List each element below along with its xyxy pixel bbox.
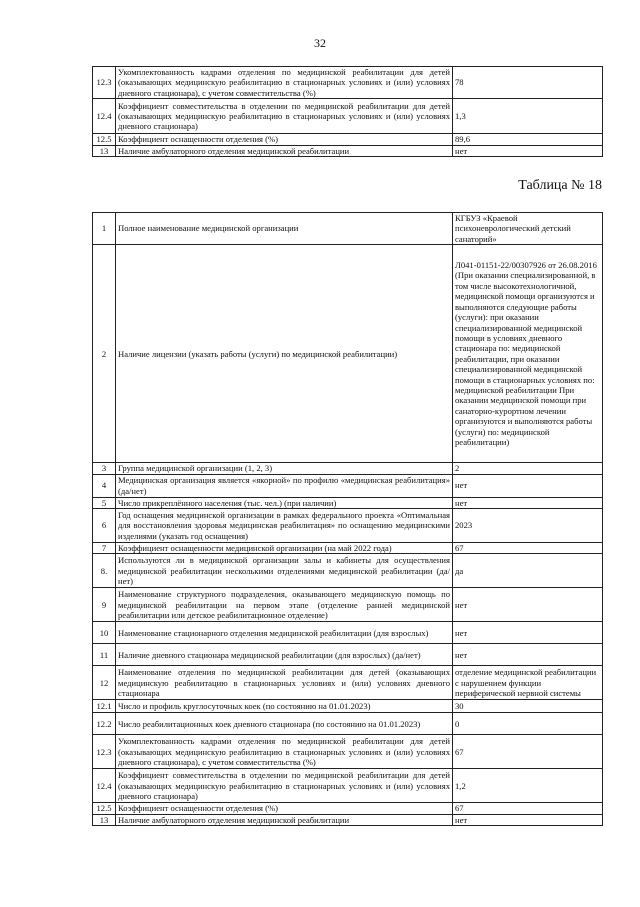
row-value: 30 bbox=[453, 700, 603, 713]
row-number: 4 bbox=[93, 474, 116, 497]
table-row bbox=[93, 588, 603, 622]
row-value: нет bbox=[453, 497, 603, 508]
row-description: Наличие амбулаторного отделения медицинской реабилитации bbox=[116, 814, 453, 825]
row-number: 12.5 bbox=[93, 134, 116, 145]
table-row bbox=[93, 145, 603, 156]
row-value: 2 bbox=[453, 463, 603, 474]
row-description: Коэффициент совместительства в отделении по медицинской реабилитации для детей (оказывающих медицинскую реабилитацию в стационарных условиях и (или) условиях дневного стационара) bbox=[116, 769, 453, 803]
table-row bbox=[93, 543, 603, 554]
table-row bbox=[93, 735, 603, 769]
row-description: Число реабилитационных коек дневного стационара (по состоянию на 01.01.2023) bbox=[116, 713, 453, 735]
row-value: нет bbox=[453, 622, 603, 644]
row-value: 89,6 bbox=[453, 134, 603, 145]
row-number: 12.3 bbox=[93, 735, 116, 769]
row-number: 6 bbox=[93, 509, 116, 543]
row-description: Год оснащения медицинской организации в рамках федерального проекта «Оптимальная для восстановления здоровья медицинская реабилитация» по оснащению медицинскими изделиями (указать год оснащения) bbox=[116, 509, 453, 543]
row-description: Группа медицинской организации (1, 2, 3) bbox=[116, 463, 453, 474]
table-row bbox=[93, 644, 603, 666]
table-row bbox=[93, 213, 603, 245]
row-value: 67 bbox=[453, 543, 603, 554]
row-value: КГБУЗ «Краевой психоневрологический детский санаторий» bbox=[453, 213, 603, 245]
row-value: нет bbox=[453, 588, 603, 622]
row-description: Наличие дневного стационара медицинской реабилитации (для взрослых) (да/нет) bbox=[116, 644, 453, 666]
table-row bbox=[93, 67, 603, 99]
row-number: 13 bbox=[93, 145, 116, 156]
row-number: 7 bbox=[93, 543, 116, 554]
row-number: 3 bbox=[93, 463, 116, 474]
table-title: Таблица № 18 bbox=[518, 178, 602, 193]
table-row bbox=[93, 622, 603, 644]
row-value: да bbox=[453, 554, 603, 588]
row-number: 12.2 bbox=[93, 713, 116, 735]
row-number: 12.3 bbox=[93, 67, 116, 99]
row-description: Медицинская организация является «якорной» по профилю «медицинская реабилитация» (да/нет) bbox=[116, 474, 453, 497]
main-table bbox=[92, 212, 603, 826]
table-row bbox=[93, 803, 603, 814]
row-number: 9 bbox=[93, 588, 116, 622]
row-description: Наименование структурного подразделения, оказывающего медицинскую помощь по медицинской реабилитации на первом этапе (отделение ранней медицинской реабилитации или детское реабилитационное отделение) bbox=[116, 588, 453, 622]
page-number: 32 bbox=[314, 36, 326, 50]
table-row bbox=[93, 497, 603, 508]
row-number: 12.4 bbox=[93, 769, 116, 803]
table-row bbox=[93, 554, 603, 588]
row-number: 12.1 bbox=[93, 700, 116, 713]
row-value: 0 bbox=[453, 713, 603, 735]
top-table bbox=[92, 66, 603, 157]
table-row bbox=[93, 700, 603, 713]
table-row bbox=[93, 99, 603, 134]
table-row bbox=[93, 769, 603, 803]
table-row bbox=[93, 134, 603, 145]
row-description: Наличие амбулаторного отделения медицинской реабилитации bbox=[116, 145, 453, 156]
row-number: 8. bbox=[93, 554, 116, 588]
row-description: Полное наименование медицинской организации bbox=[116, 213, 453, 245]
table-row bbox=[93, 666, 603, 700]
row-number: 5 bbox=[93, 497, 116, 508]
table-row bbox=[93, 814, 603, 825]
row-value: нет bbox=[453, 814, 603, 825]
row-description: Укомплектованность кадрами отделения по медицинской реабилитации для детей (оказывающих медицинскую реабилитацию в стационарных условиях и (или) условиях дневного стационара), с учетом совместительства (%) bbox=[116, 735, 453, 769]
row-value: 1,3 bbox=[453, 99, 603, 134]
row-number: 13 bbox=[93, 814, 116, 825]
row-number: 12.4 bbox=[93, 99, 116, 134]
row-value: отделение медицинской реабилитации с нарушением функции периферической нервной системы bbox=[453, 666, 603, 700]
row-description: Коэффициент оснащенности отделения (%) bbox=[116, 134, 453, 145]
row-number: 12.5 bbox=[93, 803, 116, 814]
row-value: 67 bbox=[453, 803, 603, 814]
row-value: Л041-01151-22/00307926 от 26.08.2016 (При оказании специализированной, в том числе высокотехнологичной, медицинской помощи организуются и выполняются следующие работы (услуги): при оказании специализированной медицинской помощи в условиях дневного стационара по: медицинской реабилитации, при оказании специализированной медицинской помощи в стационарных условиях по: медицинской реабилитации При оказании медицинской помощи при санаторно-курортном лечении организуются и выполняются работы (услуги) по: медицинской реабилитации) bbox=[453, 245, 603, 463]
row-description: Наименование стационарного отделения медицинской реабилитации (для взрослых) bbox=[116, 622, 453, 644]
table-row bbox=[93, 245, 603, 463]
row-description: Число и профиль круглосуточных коек (по состоянию на 01.01.2023) bbox=[116, 700, 453, 713]
row-description: Коэффициент совместительства в отделении по медицинской реабилитации для детей (оказывающих медицинскую реабилитацию в стационарных условиях и (или) условиях дневного стационара) bbox=[116, 99, 453, 134]
row-value: нет bbox=[453, 145, 603, 156]
row-value: 67 bbox=[453, 735, 603, 769]
row-description: Наименование отделения по медицинской реабилитации для детей (оказывающих медицинскую реабилитацию в стационарных условиях и (или) условиях дневного стационара bbox=[116, 666, 453, 700]
table-row bbox=[93, 474, 603, 497]
row-value: нет bbox=[453, 474, 603, 497]
row-description: Коэффициент оснащенности отделения (%) bbox=[116, 803, 453, 814]
table-row bbox=[93, 463, 603, 474]
row-value: 2023 bbox=[453, 509, 603, 543]
row-number: 11 bbox=[93, 644, 116, 666]
row-value: 1,2 bbox=[453, 769, 603, 803]
row-description: Укомплектованность кадрами отделения по медицинской реабилитации для детей (оказывающих медицинскую реабилитацию в стационарных условиях и (или) условиях дневного стационара), с учетом совместительства (%) bbox=[116, 67, 453, 99]
row-description: Используются ли в медицинской организации залы и кабинеты для осуществления медицинской реабилитации несколькими отделениями медицинской реабилитации (да/нет) bbox=[116, 554, 453, 588]
row-number: 12 bbox=[93, 666, 116, 700]
table-row bbox=[93, 713, 603, 735]
row-value: 78 bbox=[453, 67, 603, 99]
row-description: Наличие лицензии (указать работы (услуги) по медицинской реабилитации) bbox=[116, 245, 453, 463]
row-number: 2 bbox=[93, 245, 116, 463]
row-description: Число прикреплённого населения (тыс. чел.) (при наличии) bbox=[116, 497, 453, 508]
row-description: Коэффициент оснащенности медицинской организации (на май 2022 года) bbox=[116, 543, 453, 554]
row-value: нет bbox=[453, 644, 603, 666]
row-number: 1 bbox=[93, 213, 116, 245]
table-row bbox=[93, 509, 603, 543]
row-number: 10 bbox=[93, 622, 116, 644]
